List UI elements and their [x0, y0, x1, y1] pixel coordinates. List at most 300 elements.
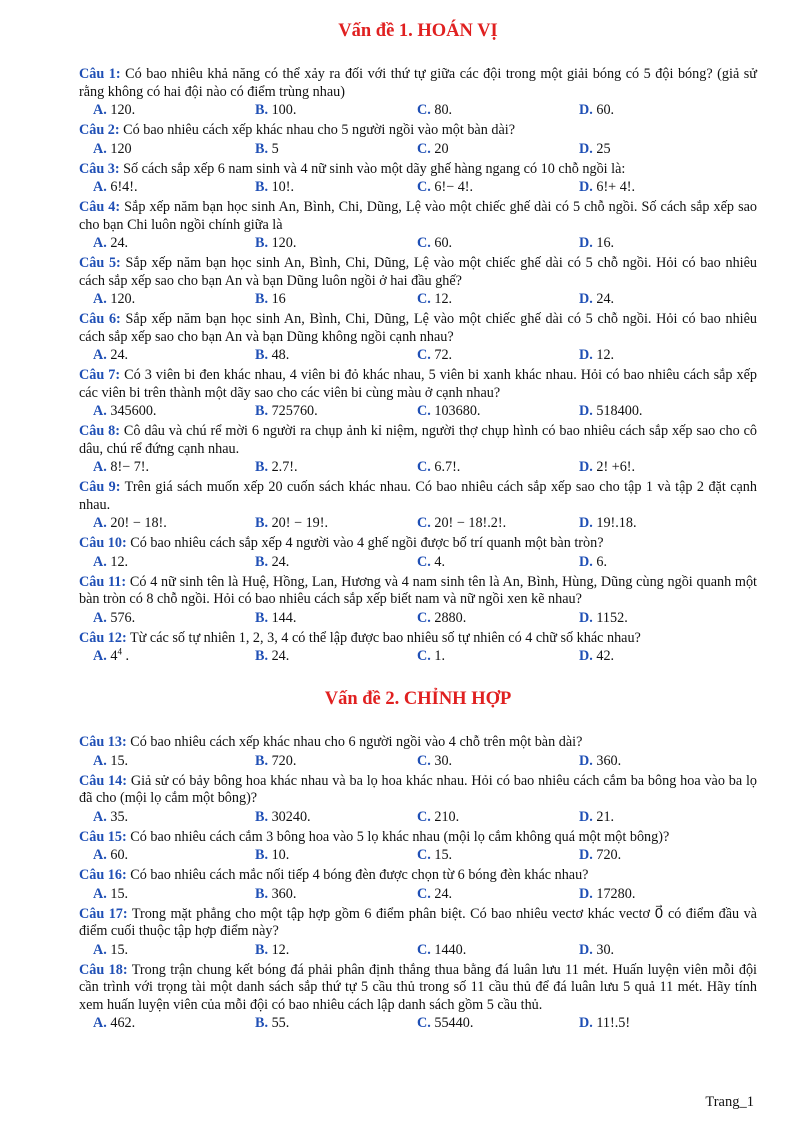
option-text: 6!+ 4!. — [596, 179, 636, 195]
question-stem — [79, 734, 757, 752]
option-letter: A. — [93, 885, 107, 902]
answer-option[interactable] — [579, 885, 741, 903]
answer-option[interactable] — [255, 101, 417, 119]
option-text: 48. — [271, 347, 290, 363]
answer-options — [79, 101, 757, 119]
option-letter: D. — [579, 347, 593, 363]
option-text: 4. — [434, 553, 445, 570]
question-item — [79, 962, 757, 1033]
option-letter: B. — [255, 808, 269, 825]
question-number: Câu 15: — [79, 828, 127, 845]
answer-options — [79, 752, 757, 770]
option-text: 120. — [110, 291, 136, 307]
answer-option[interactable] — [417, 514, 579, 532]
question-number: Câu 5: — [79, 255, 121, 271]
answer-options — [79, 514, 757, 532]
answer-options — [79, 346, 757, 364]
answer-option[interactable] — [93, 346, 255, 364]
question-text: Sắp xếp năm bạn học sinh An, Bình, Chi, Dũng, Lệ vào một chiếc ghế dài có 5 chỗ ngồi. Hỏi có bao nhiêu cách sắp xếp sao cho bạn An và bạn Dũng luôn ngồi ở hai đầu ghế? — [79, 255, 757, 289]
answer-options — [79, 178, 757, 196]
answer-options — [79, 609, 757, 627]
option-letter: D. — [579, 102, 593, 118]
option-text: 4 — [110, 648, 118, 664]
answer-option[interactable] — [255, 140, 417, 158]
answer-option[interactable] — [579, 941, 741, 959]
question-text: Có 4 nữ sinh tên là Huệ, Hồng, Lan, Hương và 4 nam sinh tên là An, Bình, Hùng, Dũng cùng ngồi quanh một bàn tròn có 8 chỗ ngồi. Hỏi có bao nhiêu cách sắp xếp biết nam và nữ ngồi xen kẽ nhau? — [79, 573, 758, 607]
option-text: 19!.18. — [596, 515, 637, 531]
option-text: 103680. — [434, 403, 481, 419]
question-text: Số cách sắp xếp 6 nam sinh và 4 nữ sinh vào một dãy ghế hàng ngang có 10 chỗ ngồi là: — [123, 160, 626, 177]
question-text: Từ các số tự nhiên 1, 2, 3, 4 có thể lập được bao nhiêu số tự nhiên có 4 chữ số khác nhau? — [130, 629, 641, 646]
question-text: Có 3 viên bi đen khác nhau, 4 viên bi đỏ khác nhau, 5 viên bi xanh khác nhau. Hỏi có bao nhiêu cách sắp xếp các viên bi trên thành một dãy sao cho các viên bi cùng màu ở cạnh nhau? — [79, 367, 757, 401]
option-text: 60. — [434, 235, 453, 251]
option-text: 576. — [110, 609, 136, 626]
answer-option[interactable] — [93, 553, 255, 571]
option-letter: B. — [255, 291, 269, 307]
question-text: Cô dâu và chú rể mời 6 người ra chụp ảnh kỉ niệm, người thợ chụp hình có bao nhiêu cách sắp xếp sao cho cô dâu, chú rể đứng cạnh nhau. — [79, 423, 757, 457]
answer-option[interactable] — [417, 290, 579, 308]
option-text: 720. — [271, 752, 297, 769]
question-item — [79, 367, 757, 420]
question-text: Giả sử có bảy bông hoa khác nhau và ba lọ hoa khác nhau. Hỏi có bao nhiêu cách cắm ba bông hoa vào ba lọ đã cho (mội lọ cắm một bông)? — [79, 772, 758, 806]
answer-option[interactable] — [255, 458, 417, 476]
question-item — [79, 906, 757, 959]
option-text: 35. — [110, 808, 129, 825]
option-text: 42. — [596, 648, 615, 664]
option-letter: C. — [417, 403, 431, 419]
option-text: 24. — [110, 235, 129, 251]
option-letter: C. — [417, 179, 431, 195]
option-letter: D. — [579, 648, 593, 664]
question-item — [79, 630, 757, 666]
answer-option[interactable] — [579, 752, 741, 770]
question-stem — [79, 867, 757, 885]
question-number: Câu 12: — [79, 629, 127, 646]
section-arrangement — [79, 687, 757, 1032]
option-text: 15. — [434, 847, 453, 863]
answer-option[interactable] — [255, 885, 417, 903]
question-stem — [79, 630, 757, 648]
answer-option[interactable] — [417, 846, 579, 864]
option-letter: B. — [255, 179, 269, 195]
option-letter: B. — [255, 648, 269, 664]
question-number: Câu 17: — [79, 905, 128, 922]
answer-option[interactable] — [93, 647, 255, 665]
answer-option[interactable] — [255, 346, 417, 364]
question-item — [79, 734, 757, 770]
option-letter: D. — [579, 459, 593, 475]
option-letter: B. — [255, 1015, 269, 1031]
option-letter: B. — [255, 752, 269, 769]
option-text: 16. — [596, 235, 615, 251]
question-number: Câu 11: — [79, 573, 127, 590]
answer-option[interactable] — [255, 514, 417, 532]
option-text: 55440. — [434, 1015, 474, 1031]
option-text: 12. — [596, 347, 615, 363]
option-letter: D. — [579, 847, 593, 863]
option-letter: B. — [255, 459, 269, 475]
option-letter: D. — [579, 235, 593, 251]
answer-option[interactable] — [93, 609, 255, 627]
option-letter: A. — [93, 648, 107, 664]
option-text: 518400. — [596, 403, 643, 419]
option-letter: D. — [579, 179, 593, 195]
option-letter: A. — [93, 102, 107, 118]
option-text: 345600. — [110, 403, 157, 419]
question-text: Có bao nhiêu khả năng có thể xảy ra đối với thứ tự giữa các đội trong một giải bóng có 5 đội bóng? (giả sử rằng không có hai đội nào có điểm trùng nhau) — [79, 66, 757, 100]
option-letter: D. — [579, 885, 593, 902]
option-letter: A. — [93, 808, 107, 825]
answer-options — [79, 941, 757, 959]
option-text: 2880. — [434, 609, 467, 626]
answer-option[interactable] — [93, 941, 255, 959]
option-letter: A. — [93, 553, 107, 570]
question-item — [79, 311, 757, 364]
option-letter: B. — [255, 235, 269, 251]
answer-option[interactable] — [255, 941, 417, 959]
answer-option[interactable] — [255, 234, 417, 252]
option-exponent: 4 — [117, 646, 122, 657]
question-item — [79, 122, 757, 158]
option-suffix: . — [121, 648, 130, 664]
option-letter: C. — [417, 941, 431, 958]
option-text: 20! − 18!. — [110, 515, 167, 531]
option-text: 1440. — [434, 941, 467, 958]
answer-option[interactable] — [417, 808, 579, 826]
answer-option[interactable] — [417, 346, 579, 364]
answer-option[interactable] — [417, 1014, 579, 1032]
option-text: 24. — [271, 648, 290, 664]
option-letter: B. — [255, 553, 269, 570]
answer-options — [79, 647, 757, 665]
question-stem — [79, 122, 757, 140]
question-item — [79, 255, 757, 308]
option-letter: C. — [417, 648, 431, 664]
option-text: 5 — [271, 140, 279, 157]
question-number: Câu 8: — [79, 423, 120, 439]
answer-options — [79, 140, 757, 158]
question-text: Trong mặt phẳng cho một tập hợp gồm 6 điểm phân biệt. Có bao nhiêu vectơ khác vectơ 0⃗ có điểm đầu và điểm cuối thuộc tập hợp điểm này? — [79, 905, 757, 939]
option-letter: C. — [417, 291, 431, 307]
option-text: 210. — [434, 808, 460, 825]
section-permutation — [79, 19, 757, 665]
option-text: 21. — [596, 808, 615, 825]
answer-option[interactable] — [93, 885, 255, 903]
question-number: Câu 1: — [79, 66, 121, 82]
answer-options — [79, 553, 757, 571]
option-letter: C. — [417, 609, 431, 626]
option-letter: C. — [417, 553, 431, 570]
option-text: 20 — [434, 140, 449, 157]
question-stem — [79, 423, 757, 458]
question-stem — [79, 829, 757, 847]
option-text: 16 — [271, 291, 286, 307]
question-text: Có bao nhiêu cách xếp khác nhau cho 6 người ngồi vào 4 chỗ trên một bàn dài? — [130, 734, 583, 750]
answer-option[interactable] — [579, 346, 741, 364]
answer-options — [79, 458, 757, 476]
option-text: 25 — [596, 140, 611, 157]
option-letter: B. — [255, 102, 269, 118]
option-text: 20! − 19!. — [271, 515, 329, 531]
option-letter: A. — [93, 140, 107, 157]
answer-option[interactable] — [255, 553, 417, 571]
option-text: 462. — [110, 1015, 136, 1031]
option-letter: B. — [255, 941, 269, 958]
option-text: 120. — [110, 102, 136, 118]
answer-option[interactable] — [93, 1014, 255, 1032]
answer-options — [79, 234, 757, 252]
question-stem — [79, 161, 757, 179]
option-letter: A. — [93, 515, 107, 531]
option-text: 60. — [596, 102, 615, 118]
question-stem — [79, 773, 757, 808]
option-text: 72. — [434, 347, 453, 363]
question-item — [79, 66, 757, 119]
option-letter: C. — [417, 847, 431, 863]
answer-option[interactable] — [255, 178, 417, 196]
option-letter: D. — [579, 515, 593, 531]
question-number: Câu 14: — [79, 772, 127, 789]
answer-option[interactable] — [417, 140, 579, 158]
answer-option[interactable] — [579, 458, 741, 476]
answer-option[interactable] — [93, 178, 255, 196]
question-item — [79, 479, 757, 532]
answer-option[interactable] — [579, 514, 741, 532]
option-letter: B. — [255, 140, 269, 157]
question-text: Có bao nhiêu cách mắc nối tiếp 4 bóng đèn được chọn từ 6 bóng đèn khác nhau? — [130, 867, 589, 883]
answer-option[interactable] — [579, 140, 741, 158]
option-text: 15. — [110, 752, 129, 769]
option-text: 12. — [434, 291, 453, 307]
question-text: Có bao nhiêu cách sắp xếp 4 người vào 4 ghế ngồi được bố trí quanh một bàn tròn? — [130, 535, 604, 551]
answer-options — [79, 402, 757, 420]
question-stem — [79, 574, 757, 609]
answer-option[interactable] — [417, 885, 579, 903]
option-text: 360. — [596, 752, 622, 769]
answer-option[interactable] — [255, 609, 417, 627]
question-text: Sắp xếp năm bạn học sinh An, Bình, Chi, Dũng, Lệ vào một chiếc ghế dài có 5 chỗ ngồi. Số cách sắp xếp sao cho bạn Chi luôn ngồi chính giữa là — [79, 199, 757, 233]
answer-option[interactable] — [255, 846, 417, 864]
answer-option[interactable] — [93, 101, 255, 119]
answer-option[interactable] — [255, 290, 417, 308]
answer-option[interactable] — [579, 808, 741, 826]
question-item — [79, 161, 757, 197]
option-text: 100. — [271, 102, 297, 118]
option-text: 1. — [434, 648, 445, 664]
option-letter: A. — [93, 941, 107, 958]
answer-option[interactable] — [579, 553, 741, 571]
option-text: 6!− 4!. — [434, 179, 474, 195]
answer-option[interactable] — [255, 808, 417, 826]
option-letter: C. — [417, 102, 431, 118]
option-letter: C. — [417, 885, 431, 902]
option-text: 15. — [110, 941, 129, 958]
option-letter: D. — [579, 941, 593, 958]
answer-options — [79, 885, 757, 903]
answer-option[interactable] — [579, 402, 741, 420]
option-text: 120 — [110, 140, 132, 157]
answer-option[interactable] — [93, 514, 255, 532]
question-text: Có bao nhiêu cách cắm 3 bông hoa vào 5 lọ khác nhau (mội lọ cắm không quá một một bông)? — [130, 828, 670, 845]
option-text: 8!− 7!. — [110, 459, 150, 475]
option-letter: A. — [93, 609, 107, 626]
answer-option[interactable] — [255, 1014, 417, 1032]
question-stem — [79, 535, 757, 553]
option-letter: A. — [93, 347, 107, 363]
option-letter: A. — [93, 459, 107, 475]
answer-options — [79, 846, 757, 864]
option-letter: B. — [255, 403, 269, 419]
answer-option[interactable] — [93, 234, 255, 252]
question-item — [79, 199, 757, 252]
option-letter: C. — [417, 459, 431, 475]
question-stem — [79, 199, 757, 234]
option-letter: A. — [93, 847, 107, 863]
answer-option[interactable] — [93, 290, 255, 308]
option-text: 20! − 18!.2!. — [434, 515, 507, 531]
answer-option[interactable] — [255, 647, 417, 665]
question-number: Câu 2: — [79, 122, 120, 138]
answer-option[interactable] — [255, 402, 417, 420]
answer-option[interactable] — [417, 178, 579, 196]
question-number: Câu 4: — [79, 199, 121, 215]
question-text: Trên giá sách muốn xếp 20 cuốn sách khác nhau. Có bao nhiêu cách sắp xếp sao cho tập 1 và tập 2 đặt cạnh nhau. — [79, 479, 757, 513]
option-text: 80. — [434, 102, 453, 118]
option-letter: B. — [255, 847, 269, 863]
answer-option[interactable] — [579, 234, 741, 252]
page-number: Trang_1 — [705, 1094, 754, 1110]
option-text: 24. — [596, 291, 615, 307]
option-text: 720. — [596, 847, 622, 863]
answer-option[interactable] — [417, 553, 579, 571]
option-letter: D. — [579, 553, 593, 570]
answer-option[interactable] — [417, 647, 579, 665]
section-title: Vấn đề 2. CHỈNH HỢP — [324, 689, 512, 709]
question-stem — [79, 311, 757, 346]
option-text: 6.7!. — [434, 459, 461, 475]
question-item — [79, 867, 757, 903]
answer-options — [79, 808, 757, 826]
option-letter: D. — [579, 1015, 593, 1031]
question-stem — [79, 906, 757, 941]
section-title: Vấn đề 1. HOÁN VỊ — [338, 21, 498, 41]
answer-option[interactable] — [579, 647, 741, 665]
question-item — [79, 574, 757, 627]
answer-option[interactable] — [579, 846, 741, 864]
option-text: 6. — [596, 553, 607, 570]
option-text: 60. — [110, 847, 129, 863]
question-stem — [79, 66, 757, 101]
option-text: 10!. — [271, 179, 295, 195]
question-number: Câu 13: — [79, 734, 127, 750]
question-item — [79, 535, 757, 571]
answer-option[interactable] — [579, 101, 741, 119]
option-text: 24. — [434, 885, 453, 902]
option-letter: D. — [579, 403, 593, 419]
question-stem — [79, 479, 757, 514]
question-list — [79, 734, 757, 1032]
option-letter: B. — [255, 347, 269, 363]
answer-option[interactable] — [93, 846, 255, 864]
answer-option[interactable] — [417, 458, 579, 476]
option-letter: A. — [93, 235, 107, 251]
option-letter: C. — [417, 752, 431, 769]
option-text: 15. — [110, 885, 129, 902]
answer-option[interactable] — [93, 140, 255, 158]
option-letter: B. — [255, 885, 269, 902]
option-text: 12. — [110, 553, 129, 570]
question-number: Câu 16: — [79, 867, 127, 883]
answer-option[interactable] — [255, 752, 417, 770]
answer-option[interactable] — [579, 290, 741, 308]
answer-option[interactable] — [417, 752, 579, 770]
question-number: Câu 7: — [79, 367, 121, 383]
option-letter: D. — [579, 140, 593, 157]
option-letter: D. — [579, 609, 593, 626]
answer-option[interactable] — [417, 101, 579, 119]
worksheet-page — [79, 0, 757, 1035]
answer-options — [79, 1014, 757, 1032]
option-text: 2! +6!. — [596, 459, 636, 475]
answer-option[interactable] — [579, 1014, 741, 1032]
option-letter: A. — [93, 179, 107, 195]
answer-option[interactable] — [417, 941, 579, 959]
question-number: Câu 3: — [79, 160, 120, 177]
option-letter: C. — [417, 1015, 431, 1031]
question-list — [79, 66, 757, 665]
answer-option[interactable] — [417, 402, 579, 420]
option-letter: C. — [417, 808, 431, 825]
option-text: 725760. — [271, 403, 318, 419]
option-text: 10. — [271, 847, 290, 863]
answer-option[interactable] — [417, 609, 579, 627]
question-number: Câu 10: — [79, 535, 127, 551]
option-letter: A. — [93, 1015, 107, 1031]
question-number: Câu 6: — [79, 311, 121, 327]
option-letter: B. — [255, 609, 269, 626]
option-letter: A. — [93, 752, 107, 769]
option-letter: C. — [417, 347, 431, 363]
option-text: 2.7!. — [271, 459, 298, 475]
option-text: 144. — [271, 609, 297, 626]
option-letter: D. — [579, 752, 593, 769]
question-stem — [79, 255, 757, 290]
answer-option[interactable] — [93, 458, 255, 476]
option-letter: B. — [255, 515, 269, 531]
question-item — [79, 829, 757, 865]
question-text: Có bao nhiêu cách xếp khác nhau cho 5 người ngồi vào một bàn dài? — [123, 122, 515, 138]
option-text: 1152. — [596, 609, 628, 626]
option-text: 17280. — [596, 885, 636, 902]
option-text: 360. — [271, 885, 297, 902]
answer-option[interactable] — [93, 752, 255, 770]
option-letter: A. — [93, 291, 107, 307]
option-text: 120. — [271, 235, 297, 251]
answer-option[interactable] — [417, 234, 579, 252]
answer-option[interactable] — [579, 609, 741, 627]
question-stem — [79, 367, 757, 402]
option-text: 12. — [271, 941, 290, 958]
answer-option[interactable] — [93, 808, 255, 826]
answer-option[interactable] — [93, 402, 255, 420]
option-text: 30. — [596, 941, 615, 958]
option-letter: A. — [93, 403, 107, 419]
question-text: Trong trận chung kết bóng đá phải phân định thắng thua bằng đá luân lưu 11 mét. Huấn luyện viên mỗi đội cần trình với trọng tài một danh sách sắp thứ tự 5 cầu thủ trong số 11 cầu thủ để đá luân lưu 5 quả 11 mét. Hãy tính xem huấn luyện viên của mỗi đội có bao nhiêu cách lập danh sách gồm 5 cầu thủ. — [79, 961, 757, 1013]
question-text: Sắp xếp năm bạn học sinh An, Bình, Chi, Dũng, Lệ vào một chiếc ghế dài có 5 chỗ ngồi. Hỏi có bao nhiêu cách sắp xếp sao cho bạn An và bạn Dũng không ngồi cạnh nhau? — [79, 311, 757, 345]
question-number: Câu 9: — [79, 479, 121, 495]
question-number: Câu 18: — [79, 961, 128, 978]
answer-option[interactable] — [579, 178, 741, 196]
